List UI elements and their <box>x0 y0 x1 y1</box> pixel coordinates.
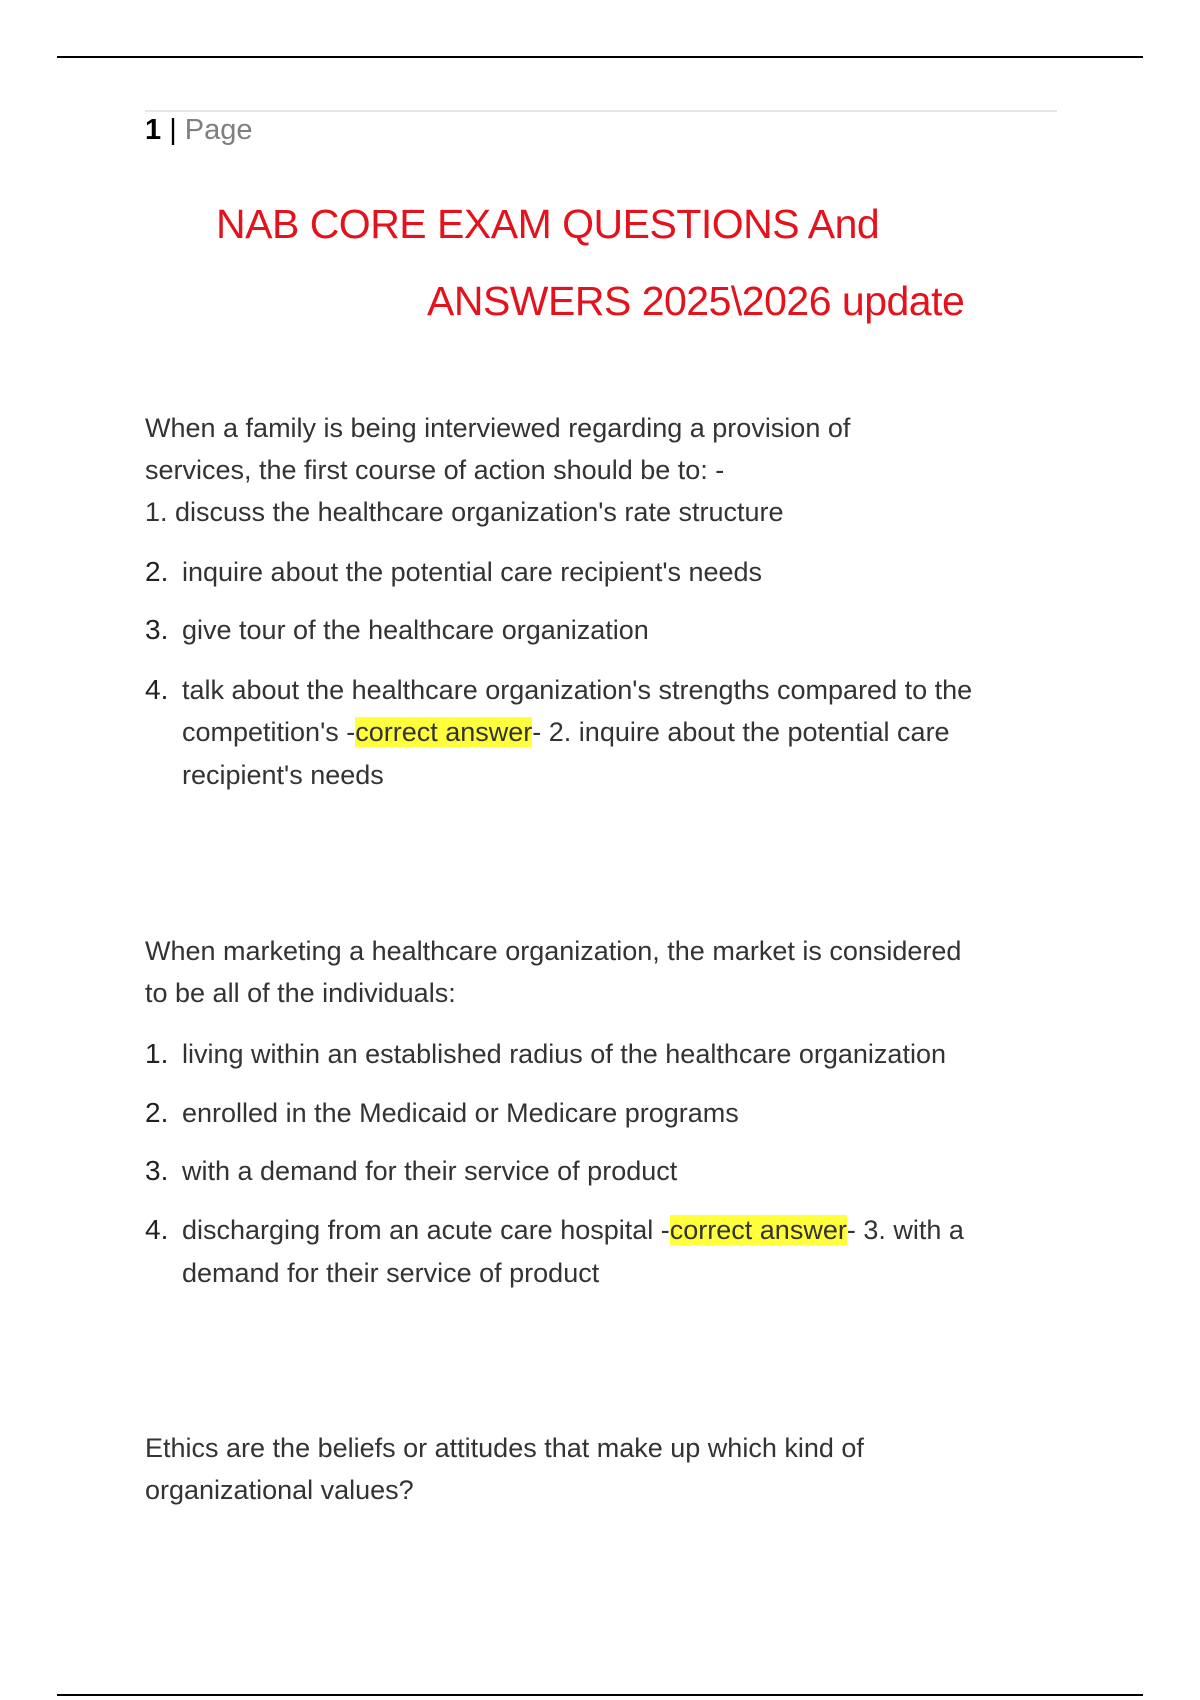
correct-answer-highlight: correct answer <box>355 717 533 747</box>
option-text: inquire about the potential care recipient's needs <box>182 557 763 587</box>
question-1-answer-line <box>182 711 950 754</box>
page-number: 1 <box>145 114 162 146</box>
question-1-line-2: services, the first course of action should be to: - <box>145 455 725 485</box>
question-2-option-1 <box>145 1032 946 1076</box>
answer-prefix: competition's - <box>182 717 356 747</box>
option-text: with a demand for their service of product <box>182 1156 678 1186</box>
question-2-option-2 <box>145 1091 739 1135</box>
document-title-line-1: NAB CORE EXAM QUESTIONS And <box>216 201 880 247</box>
top-rule <box>57 56 1143 58</box>
correct-answer-highlight: correct answer <box>669 1215 847 1245</box>
question-1-line-3: 1. discuss the healthcare organization's rate structure <box>145 497 784 527</box>
question-2-answer-continuation: demand for their service of product <box>182 1258 600 1288</box>
answer-suffix: - 3. with a <box>846 1215 964 1245</box>
question-1-option-2 <box>145 550 762 594</box>
option-number: 2. <box>145 1097 169 1128</box>
question-2-line-1: When marketing a healthcare organization, the market is considered <box>145 936 962 966</box>
question-1-option-4 <box>145 668 972 712</box>
bottom-rule <box>57 1694 1143 1696</box>
question-3-line-2: organizational values? <box>145 1475 414 1505</box>
option-text: enrolled in the Medicaid or Medicare programs <box>182 1098 739 1128</box>
option-number: 3. <box>145 1155 169 1186</box>
option-number: 2. <box>145 556 169 587</box>
option-text: talk about the healthcare organization's strengths compared to the <box>182 675 973 705</box>
option-text: living within an established radius of the healthcare organization <box>182 1039 946 1069</box>
question-2-option-4 <box>145 1208 964 1252</box>
header-divider <box>145 110 1057 112</box>
document-title-line-2: ANSWERS 2025\2026 update <box>427 278 965 324</box>
option-number: 1. <box>145 1038 169 1069</box>
option-text: discharging from an acute care hospital - <box>182 1215 670 1245</box>
question-2-line-2: to be all of the individuals: <box>145 978 456 1008</box>
question-2-option-3 <box>145 1149 677 1193</box>
question-3-line-1: Ethics are the beliefs or attitudes that make up which kind of <box>145 1433 864 1463</box>
question-1-line-1: When a family is being interviewed regarding a provision of <box>145 413 851 443</box>
page-separator: | <box>161 114 185 146</box>
option-text: give tour of the healthcare organization <box>182 615 649 645</box>
option-number: 4. <box>145 1214 169 1245</box>
answer-suffix: - 2. inquire about the potential care <box>532 717 950 747</box>
question-1-answer-continuation: recipient's needs <box>182 760 384 790</box>
page-header <box>145 112 253 148</box>
option-number: 4. <box>145 674 169 705</box>
question-1-option-3 <box>145 608 649 652</box>
page-word: Page <box>184 114 253 146</box>
option-number: 3. <box>145 614 169 645</box>
